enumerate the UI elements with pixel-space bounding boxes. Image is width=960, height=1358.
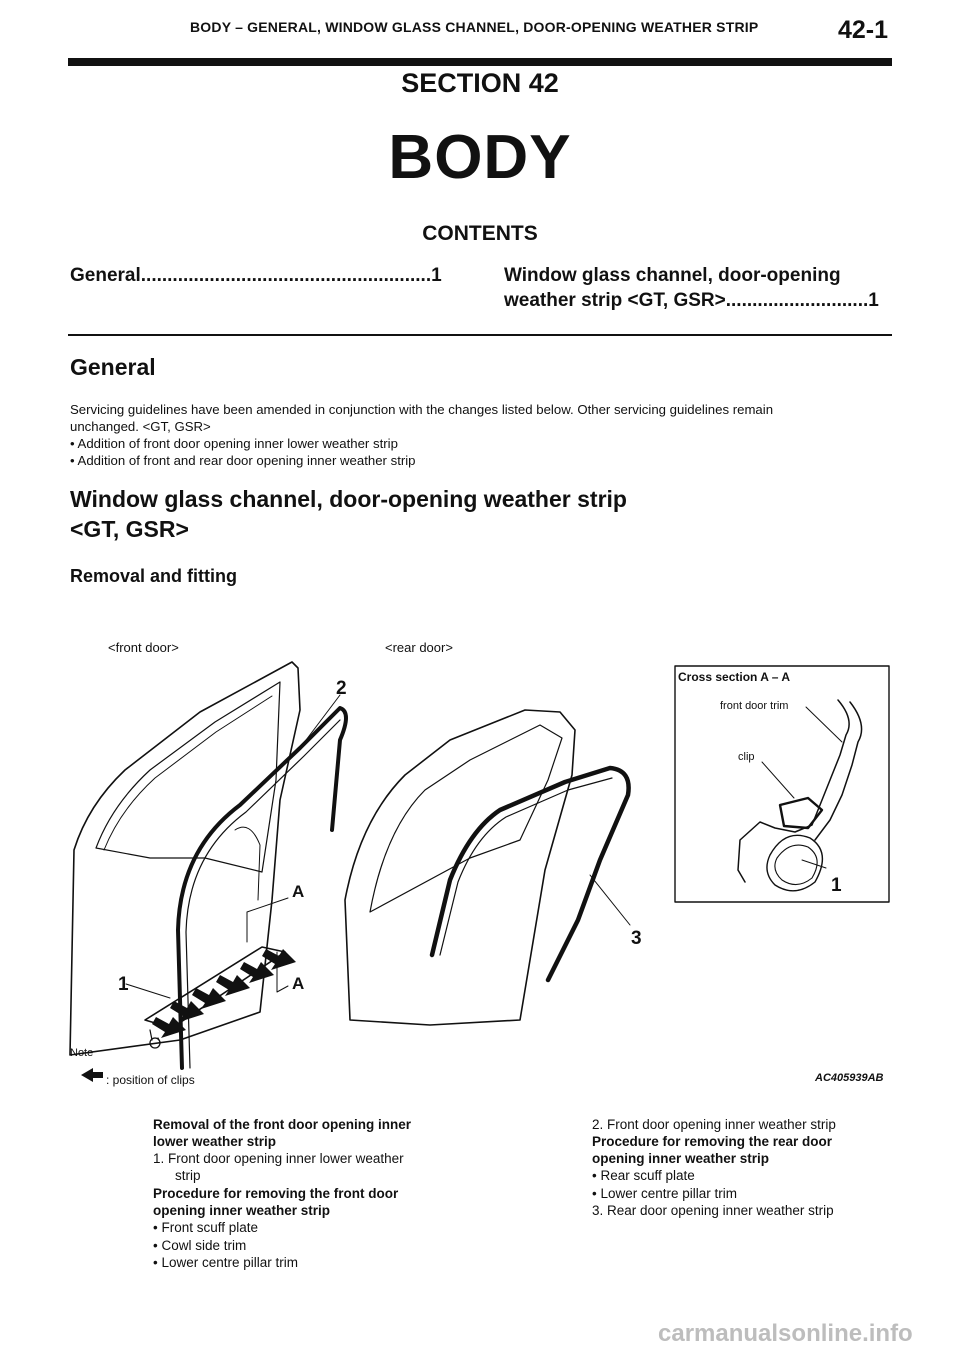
proc-right-line: Procedure for removing the rear door bbox=[592, 1134, 833, 1149]
clip-arrow-icon bbox=[240, 962, 274, 983]
front-door-trim-label: front door trim bbox=[720, 700, 789, 712]
callout-a-bottom: A bbox=[292, 974, 305, 993]
proc-left-line: opening inner weather strip bbox=[153, 1203, 331, 1218]
general-bullet: • Addition of front door opening inner lower weather strip bbox=[70, 436, 398, 451]
general-heading: General bbox=[70, 354, 156, 380]
figure-code: AC405939AB bbox=[815, 1072, 884, 1084]
proc-right-line: opening inner weather strip bbox=[592, 1151, 770, 1166]
callout-a-top: A bbox=[292, 882, 305, 901]
rear-door-outline bbox=[345, 710, 575, 1025]
toc-item-window-line1[interactable]: Window glass channel, door-opening bbox=[504, 265, 841, 286]
clip-arrow-icon bbox=[81, 1068, 103, 1082]
door-diagram bbox=[0, 600, 960, 1100]
callout-1-cross-section: 1 bbox=[831, 875, 842, 896]
watermark: carmanualsonline.info bbox=[658, 1320, 913, 1347]
header-rule bbox=[68, 58, 892, 66]
proc-left-line: strip bbox=[175, 1168, 201, 1183]
proc-left-line: 1. Front door opening inner lower weather bbox=[153, 1151, 404, 1166]
clip-arrow-icon bbox=[262, 949, 296, 970]
proc-right-line: • Rear scuff plate bbox=[592, 1168, 695, 1183]
general-para-line2: unchanged. <GT, GSR> bbox=[70, 419, 211, 434]
chapter-title: BODY bbox=[388, 123, 572, 192]
proc-left-line: • Front scuff plate bbox=[153, 1220, 259, 1235]
proc-left-line: • Cowl side trim bbox=[153, 1238, 247, 1253]
clip-label: clip bbox=[738, 751, 755, 763]
proc-right-line: 3. Rear door opening inner weather strip bbox=[592, 1203, 834, 1218]
proc-left-line: Removal of the front door opening inner bbox=[153, 1117, 411, 1132]
cross-section-label: Cross section A – A bbox=[678, 670, 791, 684]
callout-3: 3 bbox=[631, 928, 642, 949]
proc-left-line: Procedure for removing the front door bbox=[153, 1186, 399, 1201]
proc-right-line: • Lower centre pillar trim bbox=[592, 1186, 738, 1201]
proc-right-line: 2. Front door opening inner weather strip bbox=[592, 1117, 836, 1132]
clip-arrows bbox=[81, 949, 296, 1082]
removal-subheading: Removal and fitting bbox=[70, 566, 238, 586]
clip-arrow-icon bbox=[170, 1001, 204, 1022]
front-lower-strip bbox=[145, 947, 285, 1028]
clips-legend: : position of clips bbox=[106, 1073, 195, 1087]
general-bullet: • Addition of front and rear door opening inner weather strip bbox=[70, 453, 416, 468]
toc-item-general[interactable]: General.......................................................1 bbox=[70, 265, 442, 286]
contents-rule bbox=[68, 334, 892, 336]
toc-item-window-line2[interactable]: weather strip <GT, GSR>...........................1 bbox=[504, 290, 879, 311]
callout-1: 1 bbox=[118, 974, 129, 995]
note-label: Note bbox=[70, 1047, 94, 1059]
front-door-label: <front door> bbox=[108, 640, 179, 655]
general-para-line1: Servicing guidelines have been amended in conjunction with the changes listed below. Other servicing guidelines remain bbox=[70, 402, 774, 417]
clip-arrow-icon bbox=[192, 988, 226, 1009]
window-heading-line1: Window glass channel, door-opening weather strip bbox=[70, 486, 627, 512]
contents-heading: CONTENTS bbox=[422, 222, 538, 245]
callout-2: 2 bbox=[336, 678, 347, 699]
proc-left-line: • Lower centre pillar trim bbox=[153, 1255, 299, 1270]
window-heading-line2: <GT, GSR> bbox=[70, 516, 189, 542]
proc-left-line: lower weather strip bbox=[153, 1134, 277, 1149]
page-number: 42-1 bbox=[838, 16, 889, 44]
section-label: SECTION 42 bbox=[401, 68, 559, 98]
running-header-title: BODY – GENERAL, WINDOW GLASS CHANNEL, DOOR-OPENING WEATHER STRIP bbox=[190, 19, 759, 35]
rear-door-label: <rear door> bbox=[385, 640, 453, 655]
